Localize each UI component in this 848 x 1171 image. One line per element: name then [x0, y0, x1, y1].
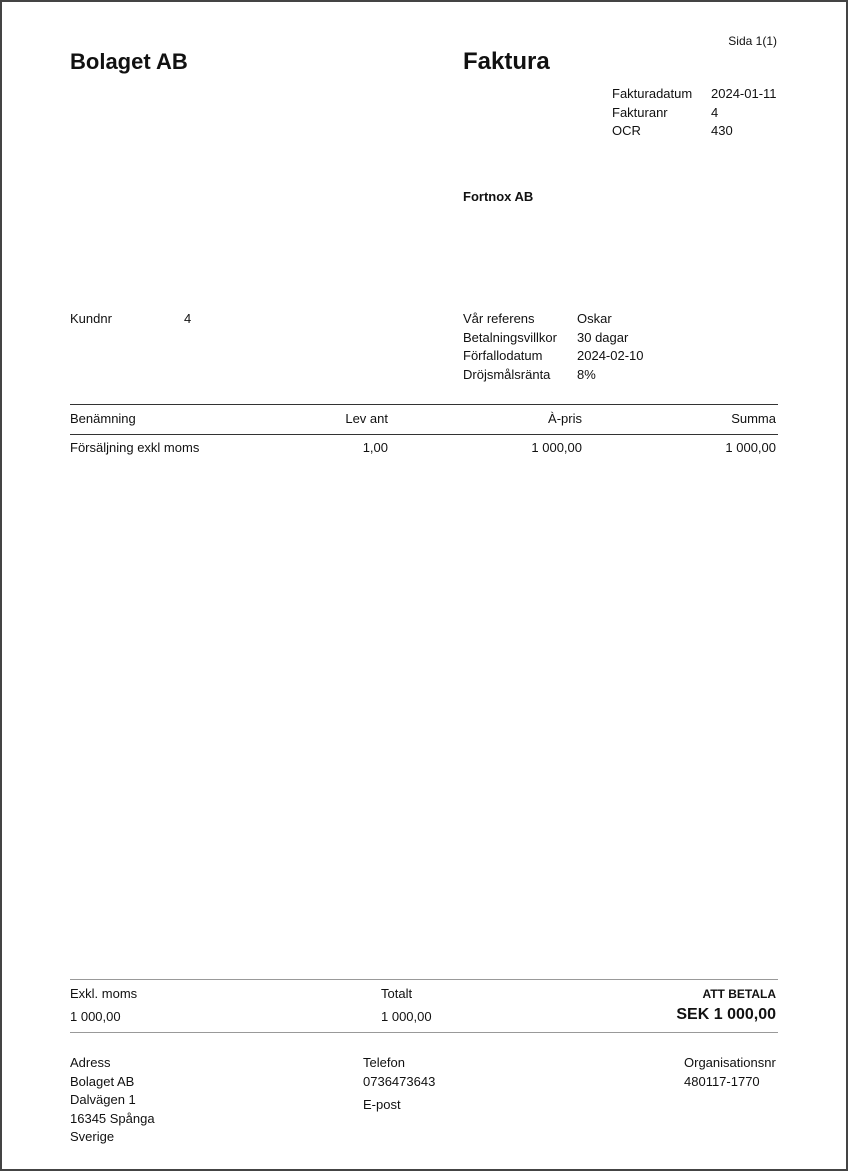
payment-terms-label: Betalningsvillkor [463, 329, 557, 345]
footer-contact [363, 1054, 435, 1115]
late-interest-value: 8% [577, 366, 596, 382]
header-quantity: Lev ant [345, 411, 388, 426]
total-value: 1 000,00 [381, 1009, 432, 1024]
email-label: E-post [363, 1097, 401, 1112]
total-label: Totalt [381, 986, 413, 1001]
invoice-meta-row-ocr [612, 122, 777, 141]
row-unit-price: 1 000,00 [531, 440, 582, 455]
amount-due-label: ATT BETALA [702, 987, 776, 1001]
footer-address [70, 1054, 155, 1147]
header-total: Summa [731, 411, 776, 426]
due-date-value: 2024-02-10 [577, 348, 644, 363]
due-date-label: Förfallodatum [463, 348, 543, 363]
phone-value: 0736473643 [363, 1073, 436, 1089]
row-description: Försäljning exkl moms [70, 440, 200, 455]
org-number-label: Organisationsnr [684, 1055, 776, 1070]
invoice-number-label: Fakturanr [612, 104, 668, 120]
page-number: Sida 1(1) [728, 34, 777, 48]
payment-terms-value: 30 dagar [577, 329, 629, 345]
amount-due-value: SEK 1 000,00 [676, 1006, 776, 1023]
header-unit-price: À-pris [548, 411, 582, 426]
ocr-value: 430 [711, 123, 733, 138]
invoice-date-value: 2024-01-11 [711, 86, 777, 101]
totals-top-rule [70, 979, 778, 980]
terms-row-payment-terms [463, 329, 644, 348]
excl-vat-value: 1 000,00 [70, 1009, 121, 1024]
address-line: 16345 Spånga [70, 1110, 155, 1126]
row-total: 1 000,00 [725, 440, 776, 455]
reference-label: Vår referens [463, 311, 535, 326]
totals-bottom-rule [70, 1032, 778, 1033]
invoice-date-label: Fakturadatum [612, 86, 693, 101]
document-title: Faktura [463, 48, 550, 75]
address-line: Dalvägen 1 [70, 1092, 136, 1107]
address-line: Bolaget AB [70, 1073, 135, 1089]
excl-vat-label: Exkl. moms [70, 986, 138, 1001]
customer-number-label: Kundnr [70, 311, 112, 326]
ocr-label: OCR [612, 123, 641, 138]
address-label: Adress [70, 1055, 111, 1070]
table-top-rule [70, 404, 778, 405]
header-description: Benämning [70, 411, 136, 426]
recipient-name: Fortnox AB [463, 189, 534, 204]
invoice-meta [612, 85, 777, 141]
invoice-terms [463, 310, 644, 384]
invoice-meta-row-number [612, 104, 777, 123]
terms-row-reference [463, 310, 644, 329]
address-line: Sverige [70, 1129, 115, 1144]
invoice-meta-row-date [612, 85, 777, 104]
terms-row-late-interest [463, 366, 644, 385]
row-quantity: 1,00 [362, 440, 388, 455]
customer-number-value: 4 [184, 311, 192, 326]
footer-org [684, 1054, 776, 1091]
company-name: Bolaget AB [70, 49, 188, 74]
reference-value: Oskar [577, 311, 612, 326]
phone-label: Telefon [363, 1055, 405, 1070]
invoice-number-value: 4 [711, 104, 719, 120]
terms-row-due-date [463, 347, 644, 366]
late-interest-label: Dröjsmålsränta [463, 366, 551, 382]
customer-number [70, 310, 191, 329]
org-number-value: 480117-1770 [684, 1073, 760, 1089]
table-header-rule [70, 434, 778, 435]
